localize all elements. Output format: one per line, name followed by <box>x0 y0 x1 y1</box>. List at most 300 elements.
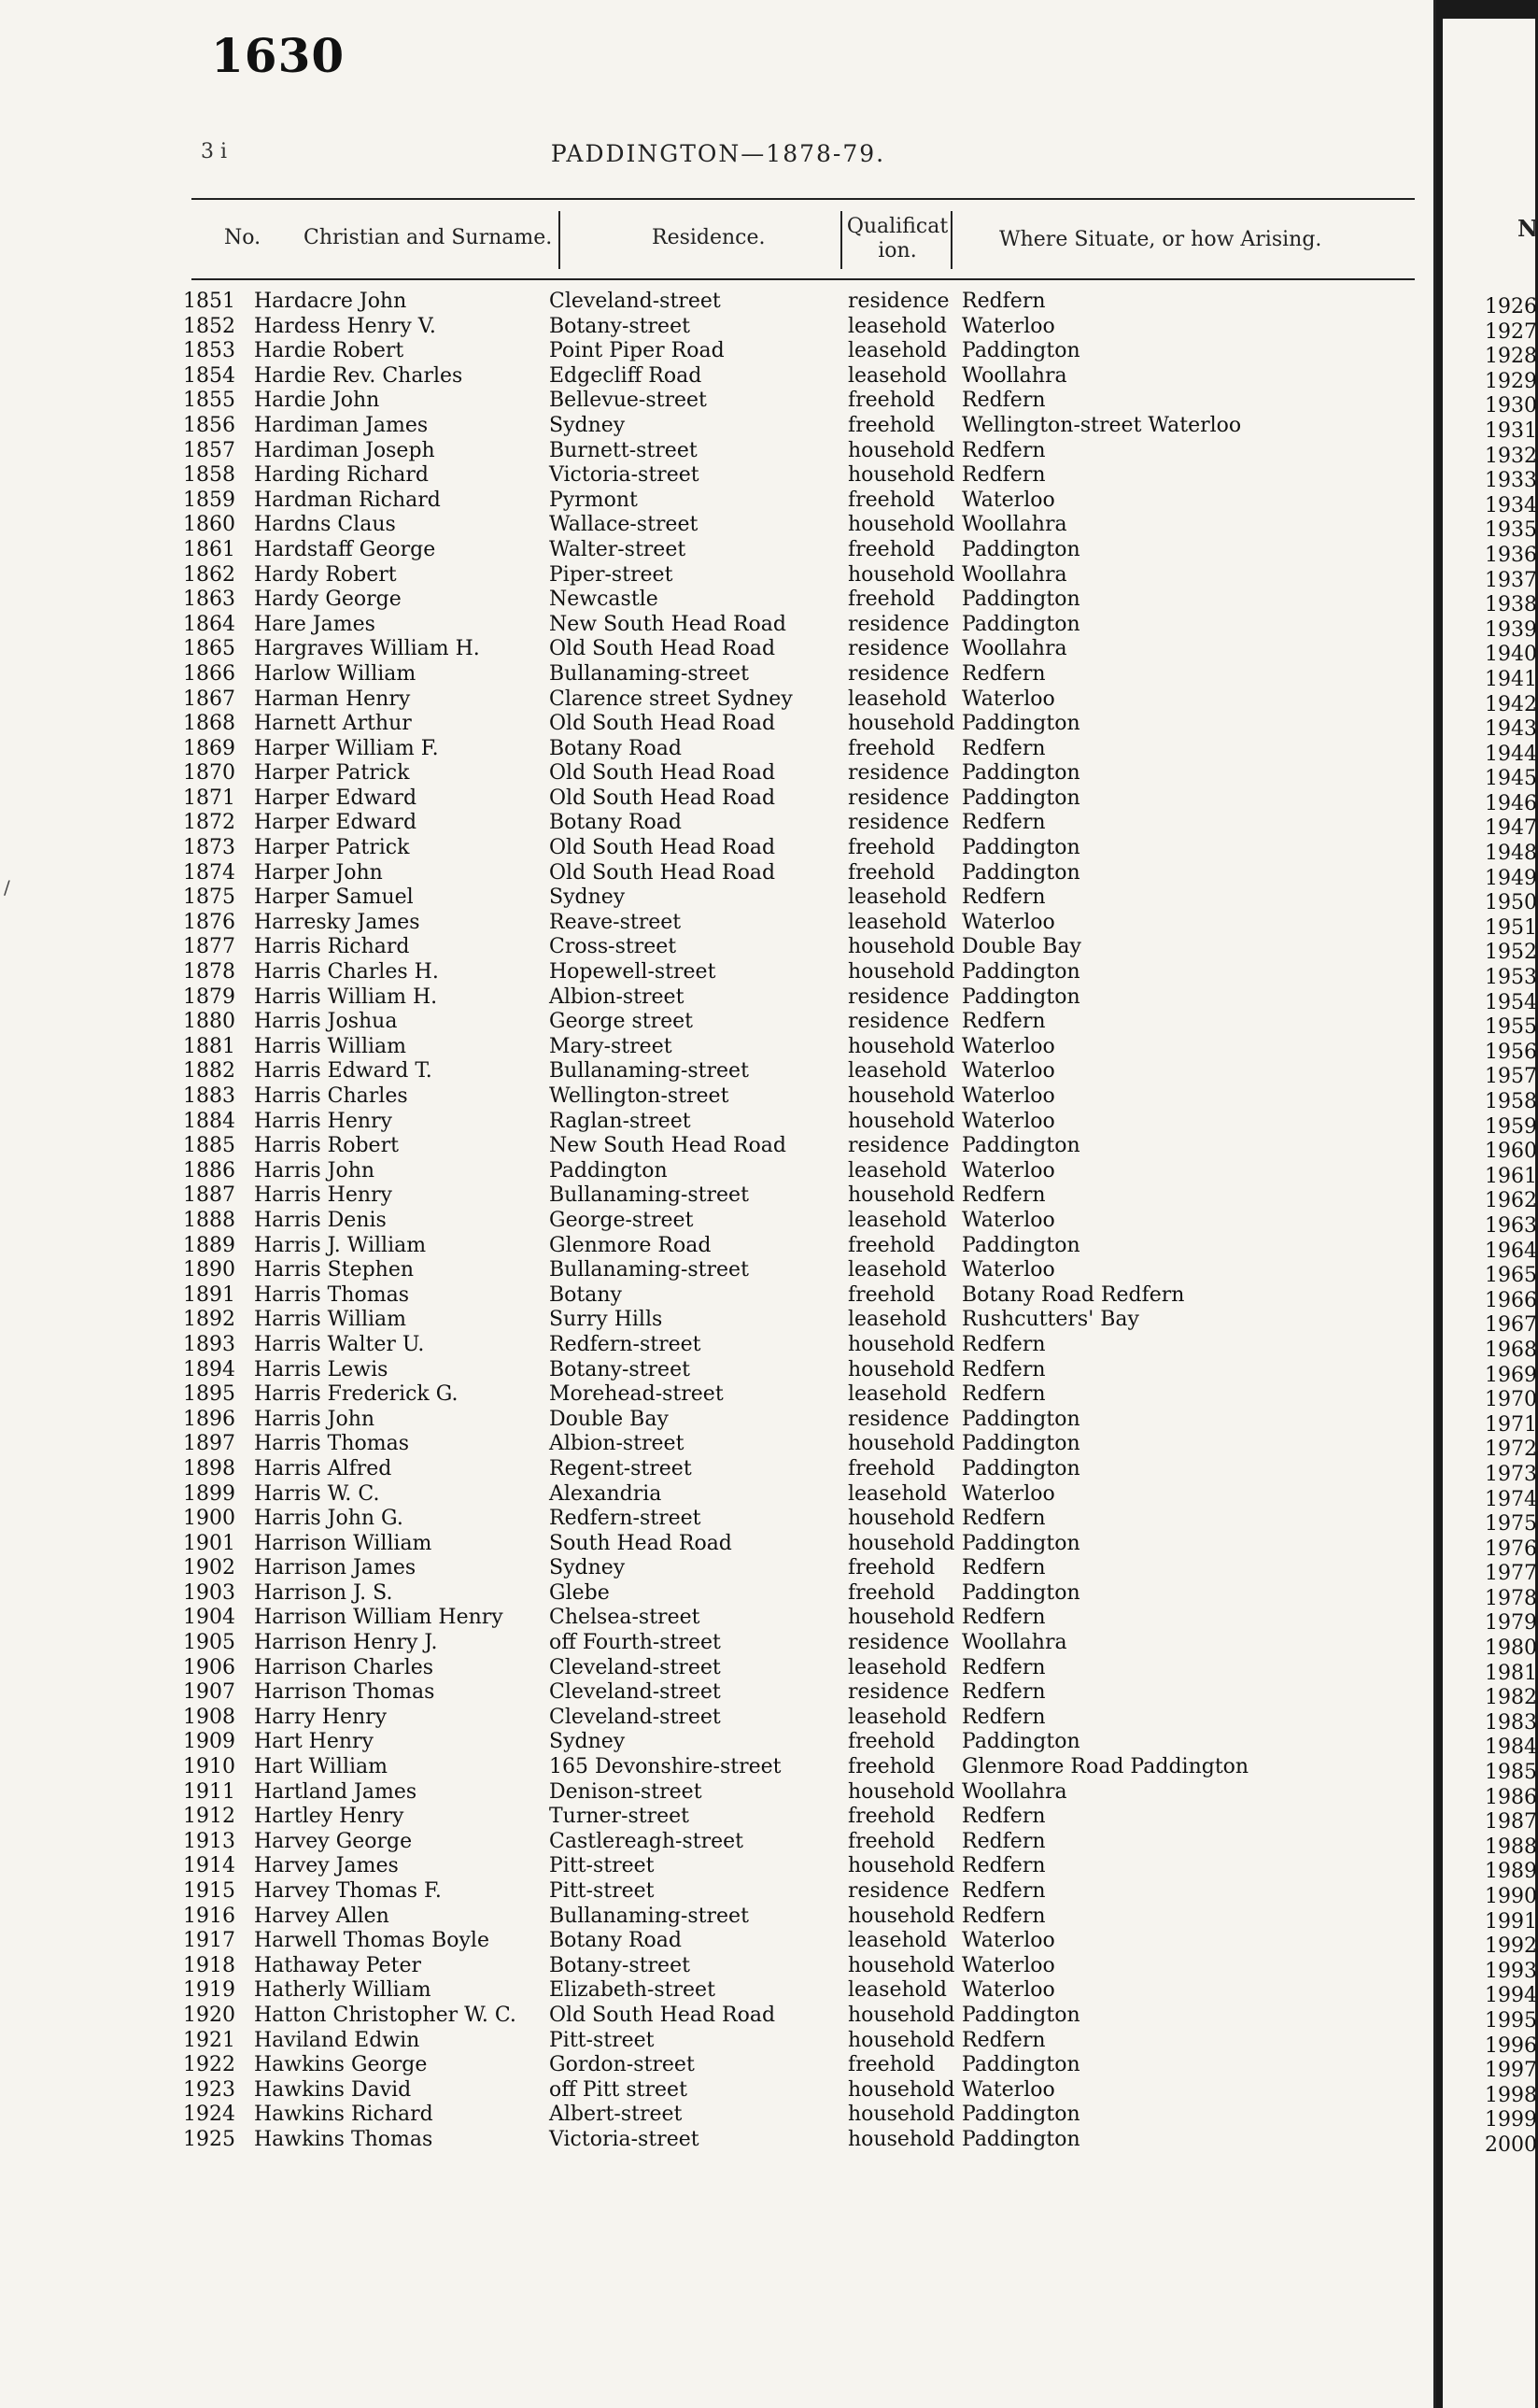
entry-name: Hartley Henry <box>254 1805 404 1829</box>
entry-number: 1859 <box>183 488 235 512</box>
entry-where: Paddington <box>962 1233 1080 1257</box>
entry-residence: George street <box>549 1010 693 1034</box>
entry-where: Redfern <box>962 661 1046 686</box>
entry-name: Harvey Allen <box>254 1904 389 1928</box>
entry-number: 1885 <box>183 1134 235 1158</box>
entry-number: 1876 <box>183 910 235 934</box>
entry-qualification: freehold <box>848 1580 936 1605</box>
entry-name: Harris Lewis <box>254 1357 388 1381</box>
entry-residence: Castlereagh-street <box>549 1829 744 1853</box>
next-page-number: 1971 <box>1485 1412 1537 1437</box>
table-row <box>0 712 1436 737</box>
entry-number: 1920 <box>183 2003 235 2027</box>
next-page-number: 1942 <box>1485 692 1537 716</box>
entry-qualification: household <box>848 1084 955 1108</box>
entry-residence: Edgecliff Road <box>549 363 702 388</box>
entry-name: Hatton Christopher W. C. <box>254 2003 516 2027</box>
entry-name: Hardiman Joseph <box>254 438 435 462</box>
entry-qualification: freehold <box>848 1233 936 1257</box>
entry-residence: Morehead-street <box>549 1382 724 1407</box>
entry-where: Redfern <box>962 1010 1046 1034</box>
entry-name: Harper Edward <box>254 786 417 810</box>
entry-name: Hardie John <box>254 389 380 413</box>
next-page-number: 1978 <box>1485 1586 1537 1610</box>
next-page-number: 1983 <box>1485 1710 1537 1735</box>
entry-where: Paddington <box>962 588 1080 612</box>
entry-qualification: freehold <box>848 1755 936 1779</box>
entry-residence: Bullanaming-street <box>549 1258 749 1282</box>
entry-name: Harvey George <box>254 1829 413 1853</box>
entry-number: 1858 <box>183 463 235 488</box>
entry-where: Redfern <box>962 1332 1046 1356</box>
entry-qualification: household <box>848 1904 955 1928</box>
entry-name: Harrison Charles <box>254 1655 434 1679</box>
entry-name: Harris Henry <box>254 1109 392 1133</box>
entry-number: 1909 <box>183 1730 235 1754</box>
entry-qualification: household <box>848 1507 955 1531</box>
entry-name: Harris Charles H. <box>254 960 439 984</box>
entry-residence: Glenmore Road <box>549 1233 712 1257</box>
entry-number: 1851 <box>183 290 235 313</box>
entry-where: Paddington <box>962 537 1080 561</box>
entry-where: Waterloo <box>962 1929 1055 1953</box>
next-page-number: 1961 <box>1485 1164 1537 1188</box>
table-row <box>0 2053 1436 2078</box>
entry-number: 1911 <box>183 1779 235 1804</box>
table-row <box>0 1978 1436 2004</box>
table-row <box>0 1755 1436 1780</box>
next-page-number: 1989 <box>1485 1860 1537 1884</box>
entry-where: Waterloo <box>962 1034 1055 1058</box>
entry-qualification: residence <box>848 290 950 313</box>
entry-qualification: household <box>848 1332 955 1356</box>
table-row <box>0 761 1436 786</box>
next-page-number: 1975 <box>1485 1512 1537 1537</box>
entry-where: Waterloo <box>962 488 1055 512</box>
entry-number: 1924 <box>183 2103 235 2127</box>
next-page-number: 1957 <box>1485 1065 1537 1089</box>
table-row <box>0 1333 1436 1358</box>
entry-residence: Albion-street <box>549 1432 684 1456</box>
entry-qualification: leasehold <box>848 1208 948 1232</box>
entry-number: 1904 <box>183 1606 235 1630</box>
entry-name: Hatherly William <box>254 1978 431 2003</box>
entry-number: 1902 <box>183 1556 235 1580</box>
entry-number: 1866 <box>183 661 235 686</box>
entry-residence: Botany-street <box>549 1357 690 1381</box>
entry-name: Harris Thomas <box>254 1432 410 1456</box>
entry-number: 1907 <box>183 1680 235 1705</box>
next-page-number: 1988 <box>1485 1834 1537 1859</box>
entry-where: Paddington <box>962 836 1080 860</box>
entry-residence: Old South Head Road <box>549 860 776 885</box>
entry-residence: off Pitt street <box>549 2077 687 2102</box>
entry-name: Hart William <box>254 1755 388 1779</box>
entry-number: 1856 <box>183 413 235 437</box>
entry-residence: George-street <box>549 1208 694 1232</box>
entry-where: Paddington <box>962 2103 1080 2127</box>
entry-name: Harnett Arthur <box>254 712 412 736</box>
entry-number: 1873 <box>183 836 235 860</box>
entry-qualification: leasehold <box>848 885 948 910</box>
next-page-number: 1967 <box>1485 1313 1537 1338</box>
next-page-edge <box>1443 19 1538 2408</box>
table-row <box>0 1631 1436 1656</box>
entry-residence: Old South Head Road <box>549 2003 776 2027</box>
table-row <box>0 1358 1436 1383</box>
entry-number: 1867 <box>183 687 235 711</box>
entry-number: 1869 <box>183 736 235 760</box>
entry-where: Paddington <box>962 712 1080 736</box>
next-page-number: 1939 <box>1485 617 1537 642</box>
entry-where: Redfern <box>962 1829 1046 1853</box>
table-row <box>0 315 1436 340</box>
entry-where: Glenmore Road Paddington <box>962 1755 1249 1779</box>
header-top-rule <box>191 198 1415 200</box>
entry-residence: Botany <box>549 1282 622 1307</box>
next-page-number: 1963 <box>1485 1213 1537 1238</box>
table-row <box>0 538 1436 563</box>
entry-where: Waterloo <box>962 1978 1055 2003</box>
entry-number: 1908 <box>183 1705 235 1729</box>
entry-name: Hartland James <box>254 1779 417 1804</box>
entry-where: Paddington <box>962 612 1080 636</box>
entry-qualification: residence <box>848 1134 950 1158</box>
table-row <box>0 1234 1436 1259</box>
entry-name: Harris Walter U. <box>254 1332 425 1356</box>
next-page-number: 1997 <box>1485 2059 1537 2083</box>
entry-number: 1917 <box>183 1929 235 1953</box>
entry-number: 1862 <box>183 562 235 587</box>
entry-qualification: residence <box>848 786 950 810</box>
entry-qualification: household <box>848 1357 955 1381</box>
entry-name: Harris Edward T. <box>254 1059 432 1084</box>
entry-where: Paddington <box>962 2127 1080 2151</box>
entry-residence: Elizabeth-street <box>549 1978 715 2003</box>
next-page-number: 1976 <box>1485 1537 1537 1561</box>
entry-where: Woollahra <box>962 562 1067 587</box>
entry-residence: Redfern-street <box>549 1507 701 1531</box>
entry-qualification: leasehold <box>848 1308 948 1332</box>
entry-where: Redfern <box>962 1382 1046 1407</box>
entry-number: 1854 <box>183 363 235 388</box>
entry-where: Paddington <box>962 339 1080 363</box>
table-row <box>0 489 1436 514</box>
next-page-number: 1982 <box>1485 1686 1537 1710</box>
entry-name: Hardie Rev. Charles <box>254 363 463 388</box>
entry-where: Redfern <box>962 1655 1046 1679</box>
entry-number: 1855 <box>183 389 235 413</box>
next-page-number: 1933 <box>1485 469 1537 493</box>
entry-qualification: household <box>848 2077 955 2102</box>
table-row <box>0 588 1436 613</box>
table-row <box>0 290 1436 315</box>
table-row <box>0 885 1436 911</box>
entry-name: Harris Richard <box>254 935 410 959</box>
entry-where: Paddington <box>962 1456 1080 1480</box>
entry-qualification: household <box>848 438 955 462</box>
entry-number: 1880 <box>183 1010 235 1034</box>
entry-qualification: household <box>848 513 955 537</box>
next-page-number: 1960 <box>1485 1140 1537 1164</box>
entry-name: Harris John G. <box>254 1507 403 1531</box>
entry-qualification: freehold <box>848 836 936 860</box>
table-row <box>0 1805 1436 1830</box>
entry-where: Wellington-street Waterloo <box>962 413 1242 437</box>
entry-where: Waterloo <box>962 1109 1055 1133</box>
entry-name: Harris Denis <box>254 1208 387 1232</box>
table-row <box>0 1532 1436 1557</box>
entry-where: Redfern <box>962 1357 1046 1381</box>
entry-name: Harris William <box>254 1034 407 1058</box>
entry-qualification: residence <box>848 1010 950 1034</box>
entry-where: Paddington <box>962 1432 1080 1456</box>
entry-residence: Botany-street <box>549 314 690 338</box>
entry-residence: Gordon-street <box>549 2053 695 2077</box>
entry-residence: Bullanaming-street <box>549 1183 749 1208</box>
entry-residence: Chelsea-street <box>549 1606 700 1630</box>
entry-name: Harper John <box>254 860 383 885</box>
entry-residence: Pitt-street <box>549 2028 655 2052</box>
next-page-number: 1956 <box>1485 1040 1537 1064</box>
entry-name: Harper Edward <box>254 811 417 835</box>
entry-number: 1874 <box>183 860 235 885</box>
entry-number: 1890 <box>183 1258 235 1282</box>
entry-number: 1870 <box>183 761 235 786</box>
entry-residence: Sydney <box>549 1556 626 1580</box>
entry-qualification: household <box>848 2103 955 2127</box>
entry-name: Harris Frederick G. <box>254 1382 459 1407</box>
entry-number: 1925 <box>183 2127 235 2151</box>
next-page-number: 1936 <box>1485 543 1537 567</box>
entry-qualification: household <box>848 463 955 488</box>
next-page-number: 1995 <box>1485 2008 1537 2033</box>
next-page-number: 1958 <box>1485 1090 1537 1113</box>
entry-where: Paddington <box>962 984 1080 1009</box>
entry-qualification: household <box>848 1034 955 1058</box>
entry-qualification: residence <box>848 1879 950 1903</box>
table-row <box>0 637 1436 662</box>
header-residence: Residence. <box>652 226 766 249</box>
entry-name: Harris William H. <box>254 984 438 1009</box>
entry-residence: Bullanaming-street <box>549 1904 749 1928</box>
next-page-number: 1944 <box>1485 742 1537 766</box>
entry-number: 1913 <box>183 1829 235 1853</box>
next-page-number: 1968 <box>1485 1338 1537 1362</box>
entry-name: Harris Stephen <box>254 1258 415 1282</box>
entry-name: Harrison Henry J. <box>254 1631 438 1655</box>
entry-name: Harwell Thomas Boyle <box>254 1929 489 1953</box>
next-page-number: 1943 <box>1485 717 1537 742</box>
entry-name: Harris John <box>254 1407 375 1431</box>
entry-number: 1871 <box>183 786 235 810</box>
entry-qualification: household <box>848 2127 955 2151</box>
entry-qualification: household <box>848 1109 955 1133</box>
entry-number: 1884 <box>183 1109 235 1133</box>
entry-number: 1919 <box>183 1978 235 2003</box>
entry-where: Waterloo <box>962 910 1055 934</box>
next-page-number: 1959 <box>1485 1114 1537 1139</box>
table-row <box>0 2004 1436 2029</box>
table-row <box>0 1308 1436 1333</box>
table-row <box>0 1606 1436 1631</box>
entry-where: Redfern <box>962 1879 1046 1903</box>
entry-residence: Cleveland-street <box>549 1655 721 1679</box>
entry-qualification: residence <box>848 612 950 636</box>
entry-residence: New South Head Road <box>549 1134 786 1158</box>
entry-number: 1882 <box>183 1059 235 1084</box>
entry-residence: Wellington-street <box>549 1084 729 1108</box>
entry-number: 1872 <box>183 811 235 835</box>
entry-residence: Botany-street <box>549 1953 690 1977</box>
table-row <box>0 1035 1436 1060</box>
table-row <box>0 960 1436 985</box>
next-page-number: 1985 <box>1485 1761 1537 1785</box>
table-row <box>0 563 1436 588</box>
entry-residence: Bellevue-street <box>549 389 707 413</box>
entry-where: Waterloo <box>962 1953 1055 1977</box>
next-page-number: 1992 <box>1485 1934 1537 1959</box>
entry-residence: Regent-street <box>549 1456 692 1480</box>
next-page-number: 1974 <box>1485 1487 1537 1511</box>
table-row <box>0 414 1436 439</box>
next-page-number: 1972 <box>1485 1438 1537 1462</box>
entry-qualification: freehold <box>848 488 936 512</box>
page-number: 1630 <box>211 28 346 83</box>
entry-where: Woollahra <box>962 513 1067 537</box>
entry-qualification: leasehold <box>848 339 948 363</box>
next-page-number: 1937 <box>1485 568 1537 592</box>
next-page-number: 1953 <box>1485 966 1537 990</box>
entry-name: Harper Samuel <box>254 885 414 910</box>
entry-name: Harris Thomas <box>254 1282 410 1307</box>
entry-residence: Sydney <box>549 1730 626 1754</box>
table-row <box>0 1084 1436 1110</box>
entry-name: Harper Patrick <box>254 836 410 860</box>
entry-qualification: freehold <box>848 413 936 437</box>
entry-name: Harris William <box>254 1308 407 1332</box>
entry-residence: Bullanaming-street <box>549 1059 749 1084</box>
entry-qualification: freehold <box>848 2053 936 2077</box>
next-page-number: 1934 <box>1485 493 1537 517</box>
table-row <box>0 861 1436 886</box>
next-page-number: 1927 <box>1485 319 1537 344</box>
next-page-number: 1928 <box>1485 345 1537 369</box>
entry-qualification: leasehold <box>848 1382 948 1407</box>
header-no: No. <box>224 226 261 249</box>
entry-where: Redfern <box>962 1854 1046 1878</box>
table-row <box>0 1010 1436 1035</box>
entry-qualification: household <box>848 2003 955 2027</box>
entry-qualification: freehold <box>848 1730 936 1754</box>
entry-name: Hare James <box>254 612 375 636</box>
entry-residence: Clarence street Sydney <box>549 687 793 711</box>
entry-qualification: leasehold <box>848 314 948 338</box>
entry-where: Waterloo <box>962 2077 1055 2102</box>
entry-where: Redfern <box>962 290 1046 313</box>
next-page-header: N <box>1517 215 1538 242</box>
entry-number: 1877 <box>183 935 235 959</box>
next-page-number: 1929 <box>1485 369 1537 393</box>
table-row <box>0 1830 1436 1855</box>
entry-where: Paddington <box>962 786 1080 810</box>
table-row <box>0 935 1436 960</box>
entry-qualification: residence <box>848 811 950 835</box>
table-row <box>0 2103 1436 2128</box>
entry-name: Harvey Thomas F. <box>254 1879 442 1903</box>
entry-qualification: residence <box>848 1680 950 1705</box>
entry-where: Redfern <box>962 736 1046 760</box>
entry-qualification: leasehold <box>848 1929 948 1953</box>
entry-residence: Pitt-street <box>549 1879 655 1903</box>
entry-name: Hardess Henry V. <box>254 314 436 338</box>
entry-name: Harrison Thomas <box>254 1680 435 1705</box>
entry-number: 1900 <box>183 1507 235 1531</box>
entry-residence: Sydney <box>549 885 626 910</box>
next-page-number: 1932 <box>1485 444 1537 468</box>
entry-number: 1906 <box>183 1655 235 1679</box>
next-page-number: 1969 <box>1485 1363 1537 1387</box>
entry-residence: South Head Road <box>549 1531 732 1555</box>
entry-number: 1914 <box>183 1854 235 1878</box>
table-row <box>0 364 1436 390</box>
next-page-number: 1990 <box>1485 1885 1537 1908</box>
entry-name: Harris Henry <box>254 1183 392 1208</box>
entry-name: Harris Robert <box>254 1134 399 1158</box>
table-row <box>0 662 1436 687</box>
entry-qualification: freehold <box>848 1805 936 1829</box>
column-divider-3 <box>951 211 952 269</box>
entry-residence: Reave-street <box>549 910 682 934</box>
next-page-number: 1940 <box>1485 643 1537 667</box>
edge-mark: / <box>4 876 10 899</box>
entry-where: Redfern <box>962 811 1046 835</box>
next-page-number: 1945 <box>1485 767 1537 791</box>
entry-residence: Piper-street <box>549 562 673 587</box>
table-row <box>0 1656 1436 1681</box>
next-page-number: 1980 <box>1485 1636 1537 1661</box>
entry-number: 1887 <box>183 1183 235 1208</box>
table-row <box>0 339 1436 364</box>
entry-number: 1886 <box>183 1158 235 1183</box>
next-page-number: 1955 <box>1485 1015 1537 1040</box>
entry-number: 1883 <box>183 1084 235 1108</box>
entry-residence: 165 Devonshire-street <box>549 1755 782 1779</box>
entry-qualification: household <box>848 1854 955 1878</box>
entry-residence: Old South Head Road <box>549 761 776 786</box>
entry-where: Redfern <box>962 2028 1046 2052</box>
table-row <box>0 1581 1436 1607</box>
entry-residence: Mary-street <box>549 1034 672 1058</box>
entry-residence: Old South Head Road <box>549 836 776 860</box>
entry-qualification: residence <box>848 1631 950 1655</box>
entry-name: Harper William F. <box>254 736 439 760</box>
entry-number: 1918 <box>183 1953 235 1977</box>
table-row <box>0 737 1436 762</box>
next-page-number: 1947 <box>1485 816 1537 841</box>
entry-name: Hawkins George <box>254 2053 428 2077</box>
entry-where: Waterloo <box>962 1084 1055 1108</box>
table-row <box>0 1283 1436 1309</box>
entry-qualification: freehold <box>848 389 936 413</box>
table-row <box>0 1879 1436 1905</box>
table-row <box>0 1408 1436 1433</box>
entry-where: Redfern <box>962 885 1046 910</box>
entry-name: Haviland Edwin <box>254 2028 420 2052</box>
table-row <box>0 1209 1436 1234</box>
next-page-number: 1931 <box>1485 418 1537 443</box>
entry-where: Paddington <box>962 1134 1080 1158</box>
